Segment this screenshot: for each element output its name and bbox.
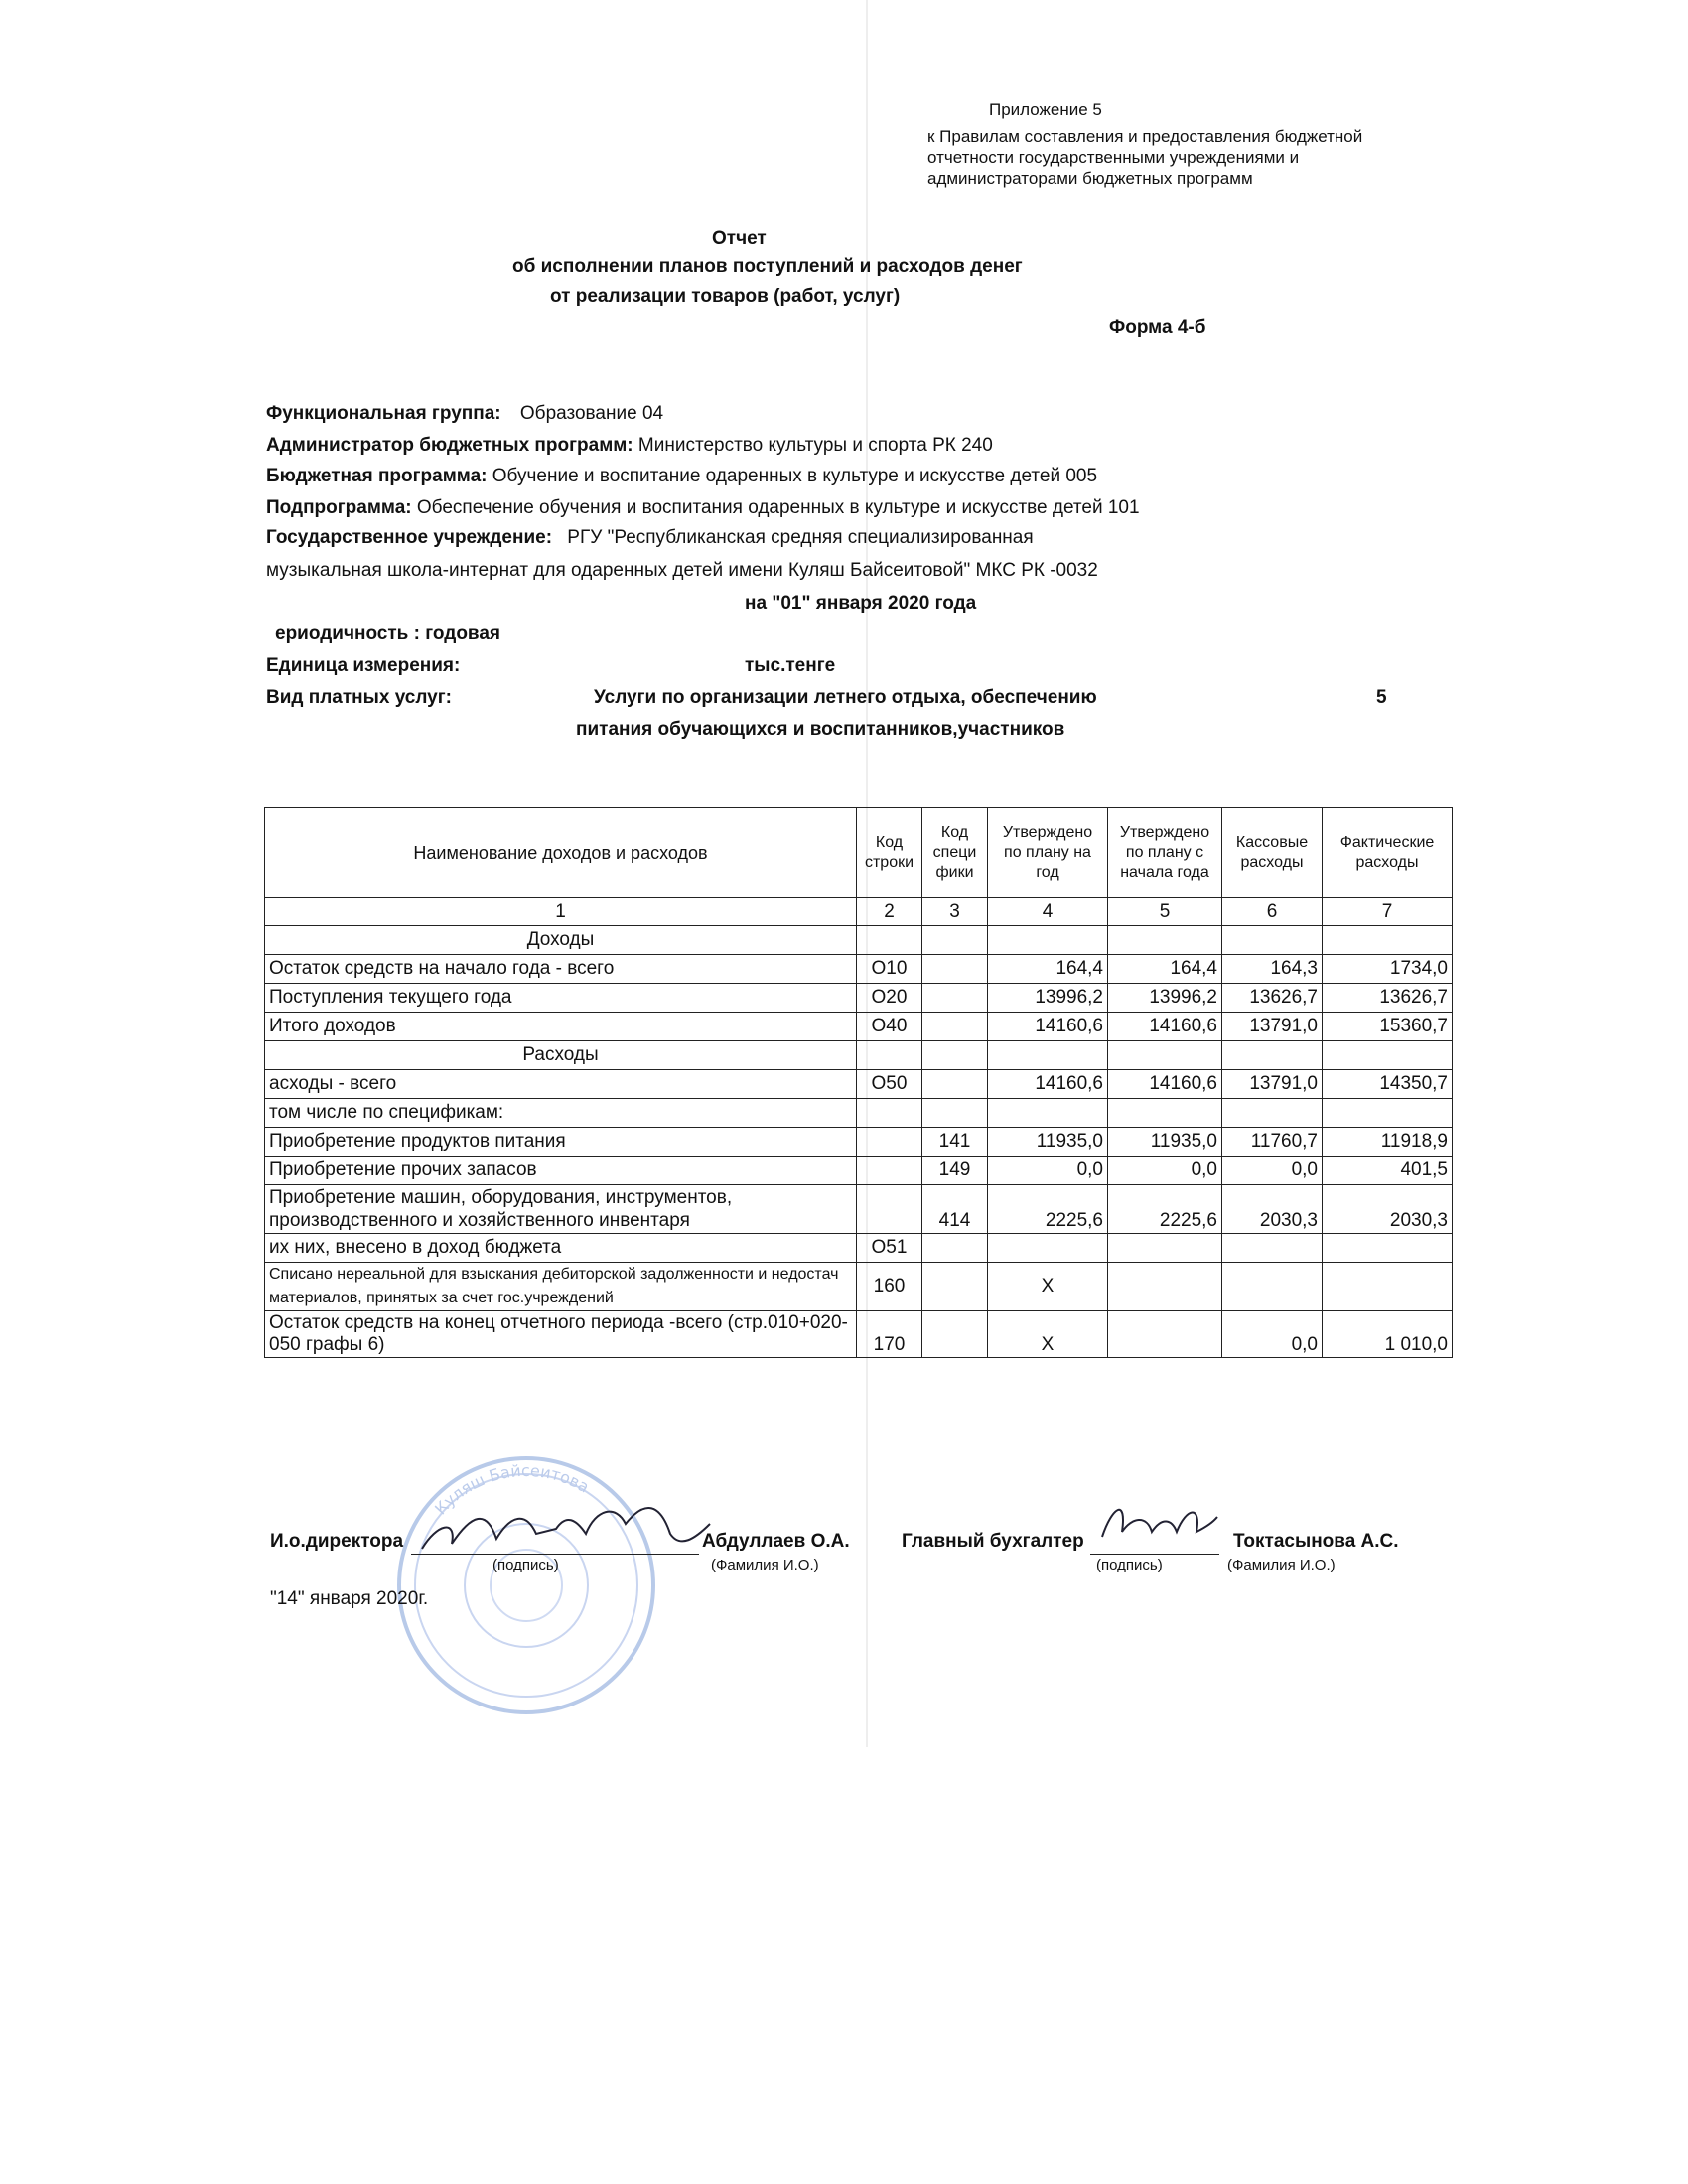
row-code: О40 xyxy=(857,1013,922,1041)
plan-ytd-value: 14160,6 xyxy=(1108,1070,1222,1099)
func-group-value: Образование 04 xyxy=(519,403,664,424)
plan-year-value: 14160,6 xyxy=(988,1013,1108,1041)
official-stamp xyxy=(392,1451,660,1719)
table-header-row xyxy=(265,808,1453,898)
spec-code xyxy=(922,1070,988,1099)
header-row-code: Код строки xyxy=(857,808,922,898)
header-plan-ytd: Утверждено по плану с начала года xyxy=(1108,808,1222,898)
row-code xyxy=(857,1128,922,1157)
table-row-current-receipts xyxy=(265,984,1453,1013)
row-code: О20 xyxy=(857,984,922,1013)
row-code xyxy=(857,1185,922,1234)
column-number: 6 xyxy=(1222,898,1323,926)
program-row xyxy=(266,466,1097,487)
section-title-income: Доходы xyxy=(265,926,857,955)
actual-value: 13626,7 xyxy=(1323,984,1453,1013)
accountant-name-caption: (Фамилия И.О.) xyxy=(1227,1557,1336,1573)
plan-ytd-value: 13996,2 xyxy=(1108,984,1222,1013)
row-code: О10 xyxy=(857,955,922,984)
accountant-name: Токтасынова А.С. xyxy=(1233,1531,1399,1552)
accountant-label: Главный бухгалтер xyxy=(902,1531,1084,1552)
table-row-total-expenses xyxy=(265,1070,1453,1099)
form-code: Форма 4-б xyxy=(1109,317,1206,338)
header-name: Наименование доходов и расходов xyxy=(265,808,857,898)
row-name: Приобретение продуктов питания xyxy=(265,1128,857,1157)
accountant-signature xyxy=(1092,1487,1221,1555)
report-subtitle-1: об исполнении планов поступлений и расходов денег xyxy=(512,256,1023,277)
plan-year-value: 13996,2 xyxy=(988,984,1108,1013)
report-table xyxy=(264,807,1453,1358)
table-row-closing-balance xyxy=(265,1311,1453,1358)
plan-year-value: 164,4 xyxy=(988,955,1108,984)
plan-ytd-value: 14160,6 xyxy=(1108,1013,1222,1041)
director-signature-caption: (подпись) xyxy=(492,1557,559,1573)
plan-year-value: X xyxy=(988,1311,1108,1358)
row-name: асходы - всего xyxy=(265,1070,857,1099)
annex-line-4: администраторами бюджетных программ xyxy=(927,169,1253,188)
annex-line-3: отчетности государственными учреждениями и xyxy=(927,148,1300,167)
annex-number: Приложение 5 xyxy=(989,100,1102,119)
spec-code: 414 xyxy=(922,1185,988,1234)
annex-line-2: к Правилам составления и предоставления бюджетной xyxy=(927,127,1363,146)
spec-code xyxy=(922,1263,988,1311)
actual-value: 2030,3 xyxy=(1323,1185,1453,1234)
row-name: Списано нереальной для взыскания дебиторской задолженности и недостач материалов, принятых за счет гос.учреждений xyxy=(265,1263,857,1311)
column-number: 4 xyxy=(988,898,1108,926)
actual-value: 1734,0 xyxy=(1323,955,1453,984)
column-number: 7 xyxy=(1323,898,1453,926)
plan-ytd-value: 2225,6 xyxy=(1108,1185,1222,1234)
cash-value: 0,0 xyxy=(1222,1157,1323,1185)
row-code xyxy=(857,1157,922,1185)
func-group-label: Функциональная группа: xyxy=(266,403,501,424)
program-label: Бюджетная программа: xyxy=(266,466,488,486)
subprogram-row xyxy=(266,497,1140,519)
spec-code xyxy=(922,984,988,1013)
director-signature xyxy=(417,1494,715,1564)
director-name: Абдуллаев О.А. xyxy=(702,1531,850,1552)
row-code: 170 xyxy=(857,1311,922,1358)
institution-value-2: музыкальная школа-интернат для одаренных детей имени Куляш Байсеитовой" МКС РК -0032 xyxy=(266,560,1098,581)
row-code: О51 xyxy=(857,1234,922,1263)
accountant-signature-caption: (подпись) xyxy=(1096,1557,1163,1573)
admin-value: Министерство культуры и спорта РК 240 xyxy=(637,435,993,456)
row-name: Остаток средств на конец отчетного периода -всего (стр.010+020-050 графы 6) xyxy=(265,1311,857,1358)
table-row-other-supplies xyxy=(265,1157,1453,1185)
actual-value: 401,5 xyxy=(1323,1157,1453,1185)
cash-value: 2030,3 xyxy=(1222,1185,1323,1234)
cash-value: 164,3 xyxy=(1222,955,1323,984)
report-title: Отчет xyxy=(712,228,767,249)
header-actual: Фактические расходы xyxy=(1323,808,1453,898)
program-value: Обучение и воспитание одаренных в культуре и искусстве детей 005 xyxy=(492,466,1098,486)
row-code: О50 xyxy=(857,1070,922,1099)
table-row-by-specifics xyxy=(265,1099,1453,1128)
report-date: на "01" января 2020 года xyxy=(745,593,977,614)
table-row-food-purchase xyxy=(265,1128,1453,1157)
table-row-written-off xyxy=(265,1263,1453,1311)
institution-value-1: РГУ "Республиканская средняя специализированная xyxy=(567,527,1034,548)
table-row-opening-balance xyxy=(265,955,1453,984)
column-numbers-row xyxy=(265,898,1453,926)
director-name-caption: (Фамилия И.О.) xyxy=(711,1557,819,1573)
row-code: 160 xyxy=(857,1263,922,1311)
unit-label: Единица измерения: xyxy=(266,655,461,676)
actual-value: 14350,7 xyxy=(1323,1070,1453,1099)
service-value-2: питания обучающихся и воспитанников,участников xyxy=(576,719,1065,740)
plan-ytd-value: 164,4 xyxy=(1108,955,1222,984)
spec-code xyxy=(922,1311,988,1358)
cash-value: 13791,0 xyxy=(1222,1070,1323,1099)
plan-ytd-value: 11935,0 xyxy=(1108,1128,1222,1157)
institution-label: Государственное учреждение: xyxy=(266,527,553,548)
row-name: Остаток средств на начало года - всего xyxy=(265,955,857,984)
column-number: 2 xyxy=(857,898,922,926)
row-name: их них, внесено в доход бюджета xyxy=(265,1234,857,1263)
header-spec-code: Код специ фики xyxy=(922,808,988,898)
spec-code: 141 xyxy=(922,1128,988,1157)
spec-code xyxy=(922,955,988,984)
header-plan-year: Утверждено по плану на год xyxy=(988,808,1108,898)
table-row-income-section xyxy=(265,926,1453,955)
admin-label: Администратор бюджетных программ: xyxy=(266,435,633,456)
func-group-row xyxy=(266,403,663,425)
plan-year-value: 11935,0 xyxy=(988,1128,1108,1157)
row-name: том числе по спецификам: xyxy=(265,1099,857,1128)
row-name: Приобретение машин, оборудования, инструментов, производственного и хозяйственного инвентаря xyxy=(265,1185,857,1234)
table-row-equipment xyxy=(265,1185,1453,1234)
column-number: 3 xyxy=(922,898,988,926)
plan-year-value: 14160,6 xyxy=(988,1070,1108,1099)
column-number: 5 xyxy=(1108,898,1222,926)
table-row-budget-revenue xyxy=(265,1234,1453,1263)
actual-value: 1 010,0 xyxy=(1323,1311,1453,1358)
section-title-expenses: Расходы xyxy=(265,1041,857,1070)
row-name: Поступления текущего года xyxy=(265,984,857,1013)
table-row-total-income xyxy=(265,1013,1453,1041)
plan-year-value: 2225,6 xyxy=(988,1185,1108,1234)
header-cash: Кассовые расходы xyxy=(1222,808,1323,898)
service-code: 5 xyxy=(1376,687,1387,708)
service-value-1: Услуги по организации летнего отдыха, обеспечению xyxy=(594,687,1097,708)
institution-row xyxy=(266,527,1034,549)
service-label: Вид платных услуг: xyxy=(266,687,452,708)
plan-year-value: X xyxy=(988,1263,1108,1311)
report-subtitle-2: от реализации товаров (работ, услуг) xyxy=(550,286,901,307)
cash-value: 11760,7 xyxy=(1222,1128,1323,1157)
cash-value: 13791,0 xyxy=(1222,1013,1323,1041)
stamp-text: Куляш Байсеитова xyxy=(431,1460,593,1519)
plan-ytd-value: 0,0 xyxy=(1108,1157,1222,1185)
cash-value: 0,0 xyxy=(1222,1311,1323,1358)
column-number: 1 xyxy=(265,898,857,926)
signature-date: "14" января 2020г. xyxy=(270,1588,429,1609)
row-name: Итого доходов xyxy=(265,1013,857,1041)
admin-row xyxy=(266,435,993,457)
subprogram-label: Подпрограмма: xyxy=(266,497,412,518)
spec-code xyxy=(922,1013,988,1041)
director-label: И.о.директора xyxy=(270,1531,404,1552)
row-name: Приобретение прочих запасов xyxy=(265,1157,857,1185)
spec-code: 149 xyxy=(922,1157,988,1185)
actual-value: 15360,7 xyxy=(1323,1013,1453,1041)
actual-value: 11918,9 xyxy=(1323,1128,1453,1157)
cash-value: 13626,7 xyxy=(1222,984,1323,1013)
subprogram-value: Обеспечение обучения и воспитания одаренных в культуре и искусстве детей 101 xyxy=(416,497,1140,518)
plan-year-value: 0,0 xyxy=(988,1157,1108,1185)
unit-value: тыс.тенге xyxy=(745,655,836,676)
periodicity: ериодичность : годовая xyxy=(275,623,501,644)
table-row-expense-section xyxy=(265,1041,1453,1070)
